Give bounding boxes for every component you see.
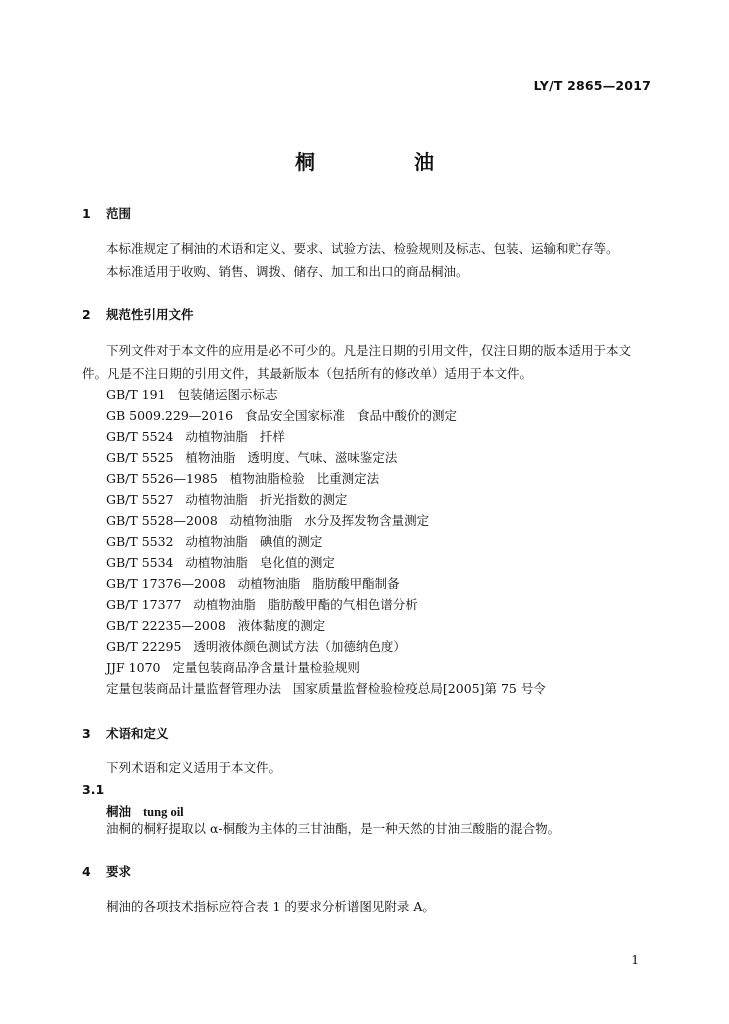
document-title: 桐 油 (295, 150, 480, 174)
section-title: 范围 (106, 206, 132, 221)
reference-item: GB/T 5527 动植物油脂 折光指数的测定 (106, 492, 348, 507)
reference-item: GB/T 191 包装储运图示标志 (106, 387, 278, 402)
reference-item: GB/T 5525 植物油脂 透明度、气味、滋味鉴定法 (106, 450, 398, 465)
section-title: 规范性引用文件 (106, 307, 194, 322)
reference-item: JJF 1070 定量包装商品净含量计量检验规则 (106, 660, 360, 675)
section-number: 2 (82, 307, 91, 322)
paragraph: 件。凡是不注日期的引用文件，其最新版本（包括所有的修改单）适用于本文件。 (82, 366, 533, 381)
section-number: 3 (82, 726, 91, 741)
reference-item: GB/T 22235—2008 液体黏度的测定 (106, 618, 326, 633)
reference-item: GB 5009.229—2016 食品安全国家标准 食品中酸价的测定 (106, 408, 457, 423)
section-4-heading (82, 862, 131, 880)
term-number: 3.1 (82, 782, 105, 797)
reference-item: GB/T 5526—1985 植物油脂检验 比重测定法 (106, 471, 380, 486)
term-definition: 油桐的桐籽提取以 α-桐酸为主体的三甘油酯，是一种天然的甘油三酸脂的混合物。 (106, 821, 561, 836)
reference-item: GB/T 5532 动植物油脂 碘值的测定 (106, 534, 323, 549)
section-title: 要求 (106, 864, 132, 879)
section-2-heading (82, 305, 194, 323)
reference-item: 定量包装商品计量监督管理办法 国家质量监督检验检疫总局[2005]第 75 号令 (106, 681, 546, 696)
reference-item: GB/T 5534 动植物油脂 皂化值的测定 (106, 555, 335, 570)
reference-item: GB/T 5524 动植物油脂 扦样 (106, 429, 285, 444)
section-3-heading (82, 724, 169, 742)
paragraph: 下列文件对于本文件的应用是必不可少的。凡是注日期的引用文件，仅注日期的版本适用于本文 (106, 343, 632, 358)
paragraph: 桐油的各项技术指标应符合表 1 的要求分析谱图见附录 A。 (106, 899, 435, 914)
reference-item: GB/T 17377 动植物油脂 脂肪酸甲酯的气相色谱分析 (106, 597, 418, 612)
term-entry (106, 802, 184, 820)
section-1-heading (82, 204, 131, 222)
section-title: 术语和定义 (106, 726, 169, 741)
reference-item: GB/T 22295 透明液体颜色测试方法（加德纳色度） (106, 639, 406, 654)
term-english: tung oil (143, 805, 184, 819)
standard-code: LY/T 2865—2017 (533, 78, 651, 93)
page-number: 1 (631, 953, 639, 967)
paragraph: 本标准规定了桐油的术语和定义、要求、试验方法、检验规则及标志、包装、运输和贮存等。 (106, 241, 619, 256)
reference-item: GB/T 5528—2008 动植物油脂 水分及挥发物含量测定 (106, 513, 430, 528)
section-number: 4 (82, 864, 91, 879)
term-chinese: 桐油 (106, 804, 132, 819)
paragraph: 下列术语和定义适用于本文件。 (106, 760, 282, 775)
reference-item: GB/T 17376—2008 动植物油脂 脂肪酸甲酯制备 (106, 576, 400, 591)
section-number: 1 (82, 206, 91, 221)
paragraph: 本标准适用于收购、销售、调拨、储存、加工和出口的商品桐油。 (106, 264, 469, 279)
